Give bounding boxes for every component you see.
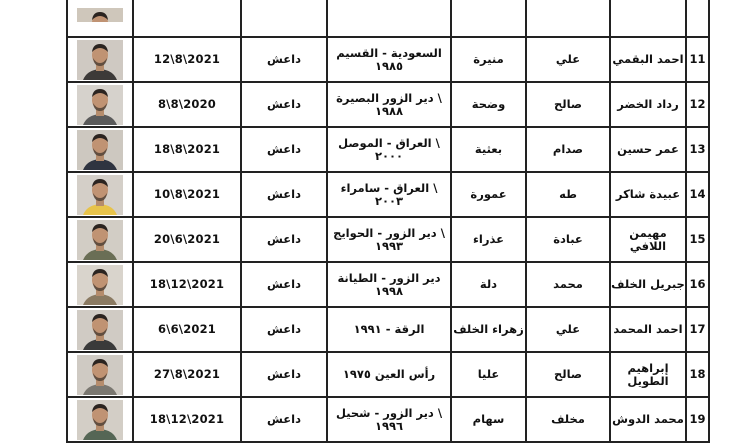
father-name-cell	[526, 0, 610, 37]
date-cell	[133, 0, 241, 37]
table-row	[67, 262, 709, 307]
full-name-cell: احمد المحمد	[610, 307, 686, 352]
birthplace-line: دير الزور - شحيل \	[335, 405, 443, 420]
birthplace-cell	[327, 82, 451, 127]
row-number-cell: 16	[686, 262, 709, 307]
full-name-cell	[610, 0, 686, 37]
row-number-cell: 19	[686, 397, 709, 442]
row-number-cell: 14	[686, 172, 709, 217]
photo-cell	[67, 217, 133, 262]
portrait-image	[77, 85, 123, 125]
portrait-image	[77, 8, 123, 22]
birthplace-line: ١٩٩٣	[374, 238, 404, 253]
photo-frame	[77, 8, 123, 22]
father-name-cell: عبادة	[526, 217, 610, 262]
father-name-cell: مخلف	[526, 397, 610, 442]
birthplace-line: ٢٠٠٠	[374, 148, 404, 163]
father-name-cell: صدام	[526, 127, 610, 172]
mother-name-cell: زهراء الخلف	[451, 307, 526, 352]
full-name-cell: إبراهيم الطويل	[610, 352, 686, 397]
table-row	[67, 352, 709, 397]
photo-cell	[67, 37, 133, 82]
photo-cell	[67, 127, 133, 172]
table-row	[67, 82, 709, 127]
birthplace-line: دير الزور البصيرة \	[336, 90, 442, 105]
photo-frame	[77, 85, 123, 125]
mother-name-cell: وضحة	[451, 82, 526, 127]
organization-cell: داعش	[241, 397, 327, 442]
mother-name-cell: عمورة	[451, 172, 526, 217]
portrait-image	[77, 175, 123, 215]
father-name-cell: علي	[526, 37, 610, 82]
birthplace-line: الرقة - ١٩٩١	[353, 322, 425, 336]
row-number-cell: 17	[686, 307, 709, 352]
date-cell: 18\12\2021	[133, 262, 241, 307]
row-number-cell: 15	[686, 217, 709, 262]
row-number-cell	[686, 0, 709, 37]
photo-cell	[67, 82, 133, 127]
organization-cell: داعش	[241, 82, 327, 127]
birthplace-cell	[327, 262, 451, 307]
organization-cell: داعش	[241, 262, 327, 307]
birthplace-cell	[327, 217, 451, 262]
photo-cell	[67, 0, 133, 37]
date-cell: 8\8\2020	[133, 82, 241, 127]
date-cell: 20\6\2021	[133, 217, 241, 262]
portrait-image	[77, 310, 123, 350]
table-row	[67, 0, 709, 37]
table-row	[67, 307, 709, 352]
mother-name-cell: سهام	[451, 397, 526, 442]
birthplace-cell	[327, 307, 451, 352]
mother-name-cell: منيرة	[451, 37, 526, 82]
date-cell: 27\8\2021	[133, 352, 241, 397]
date-cell: 6\6\2021	[133, 307, 241, 352]
birthplace-line: رأس العين ١٩٧٥	[342, 367, 436, 381]
photo-cell	[67, 262, 133, 307]
portrait-image	[77, 355, 123, 395]
father-name-cell: طه	[526, 172, 610, 217]
row-number-cell: 12	[686, 82, 709, 127]
organization-cell: داعش	[241, 37, 327, 82]
mother-name-cell: عذراء	[451, 217, 526, 262]
photo-frame	[77, 355, 123, 395]
father-name-cell: علي	[526, 307, 610, 352]
full-name-cell: احمد البقمي	[610, 37, 686, 82]
date-cell: 10\8\2021	[133, 172, 241, 217]
birthplace-line: ١٩٨٨	[374, 103, 404, 118]
photo-frame	[77, 175, 123, 215]
date-cell: 18\12\2021	[133, 397, 241, 442]
photo-cell	[67, 307, 133, 352]
full-name-cell: عبيدة شاكر	[610, 172, 686, 217]
full-name-cell: رداد الخضر	[610, 82, 686, 127]
portrait-image	[77, 400, 123, 440]
organization-cell: داعش	[241, 217, 327, 262]
row-number-cell: 13	[686, 127, 709, 172]
birthplace-cell	[327, 397, 451, 442]
birthplace-line: دير الزور - الطيانة	[337, 270, 441, 285]
photo-cell	[67, 352, 133, 397]
detainee-table	[66, 0, 710, 443]
mother-name-cell: بعثية	[451, 127, 526, 172]
photo-frame	[77, 40, 123, 80]
organization-cell: داعش	[241, 307, 327, 352]
organization-cell: داعش	[241, 352, 327, 397]
mother-name-cell	[451, 0, 526, 37]
birthplace-line: ٢٠٠٣	[374, 193, 404, 208]
birthplace-line: ١٩٩٨	[374, 283, 404, 298]
father-name-cell: صالح	[526, 352, 610, 397]
full-name-cell: مهيمن اللافي	[610, 217, 686, 262]
full-name-cell: جبريل الخلف	[610, 262, 686, 307]
mother-name-cell: عليا	[451, 352, 526, 397]
table-row	[67, 37, 709, 82]
full-name-cell: محمد الدوش	[610, 397, 686, 442]
portrait-image	[77, 40, 123, 80]
photo-cell	[67, 172, 133, 217]
photo-frame	[77, 400, 123, 440]
organization-cell	[241, 0, 327, 37]
birthplace-line: ١٩٩٦	[374, 418, 404, 433]
table-row	[67, 217, 709, 262]
birthplace-cell	[327, 172, 451, 217]
mother-name-cell: دلة	[451, 262, 526, 307]
table-row	[67, 397, 709, 442]
photo-frame	[77, 220, 123, 260]
full-name-cell: عمر حسين	[610, 127, 686, 172]
table-body	[67, 0, 709, 442]
organization-cell: داعش	[241, 172, 327, 217]
birthplace-line: السعودية - القسيم	[336, 45, 442, 60]
father-name-cell: صالح	[526, 82, 610, 127]
photo-frame	[77, 310, 123, 350]
birthplace-line: ١٩٨٥	[374, 58, 404, 73]
date-cell: 12\8\2021	[133, 37, 241, 82]
birthplace-cell	[327, 127, 451, 172]
birthplace-line: العراق - الموصل \	[338, 135, 440, 150]
photo-frame	[77, 130, 123, 170]
portrait-image	[77, 130, 123, 170]
birthplace-cell	[327, 37, 451, 82]
portrait-image	[77, 220, 123, 260]
portrait-image	[77, 265, 123, 305]
birthplace-line: العراق - سامراء \	[340, 180, 438, 195]
photo-cell	[67, 397, 133, 442]
birthplace-line: دير الزور - الحوايج \	[333, 225, 445, 240]
row-number-cell: 18	[686, 352, 709, 397]
date-cell: 18\8\2021	[133, 127, 241, 172]
birthplace-cell	[327, 0, 451, 37]
row-number-cell: 11	[686, 37, 709, 82]
photo-frame	[77, 265, 123, 305]
birthplace-cell	[327, 352, 451, 397]
father-name-cell: محمد	[526, 262, 610, 307]
table-row	[67, 127, 709, 172]
organization-cell: داعش	[241, 127, 327, 172]
table-row	[67, 172, 709, 217]
